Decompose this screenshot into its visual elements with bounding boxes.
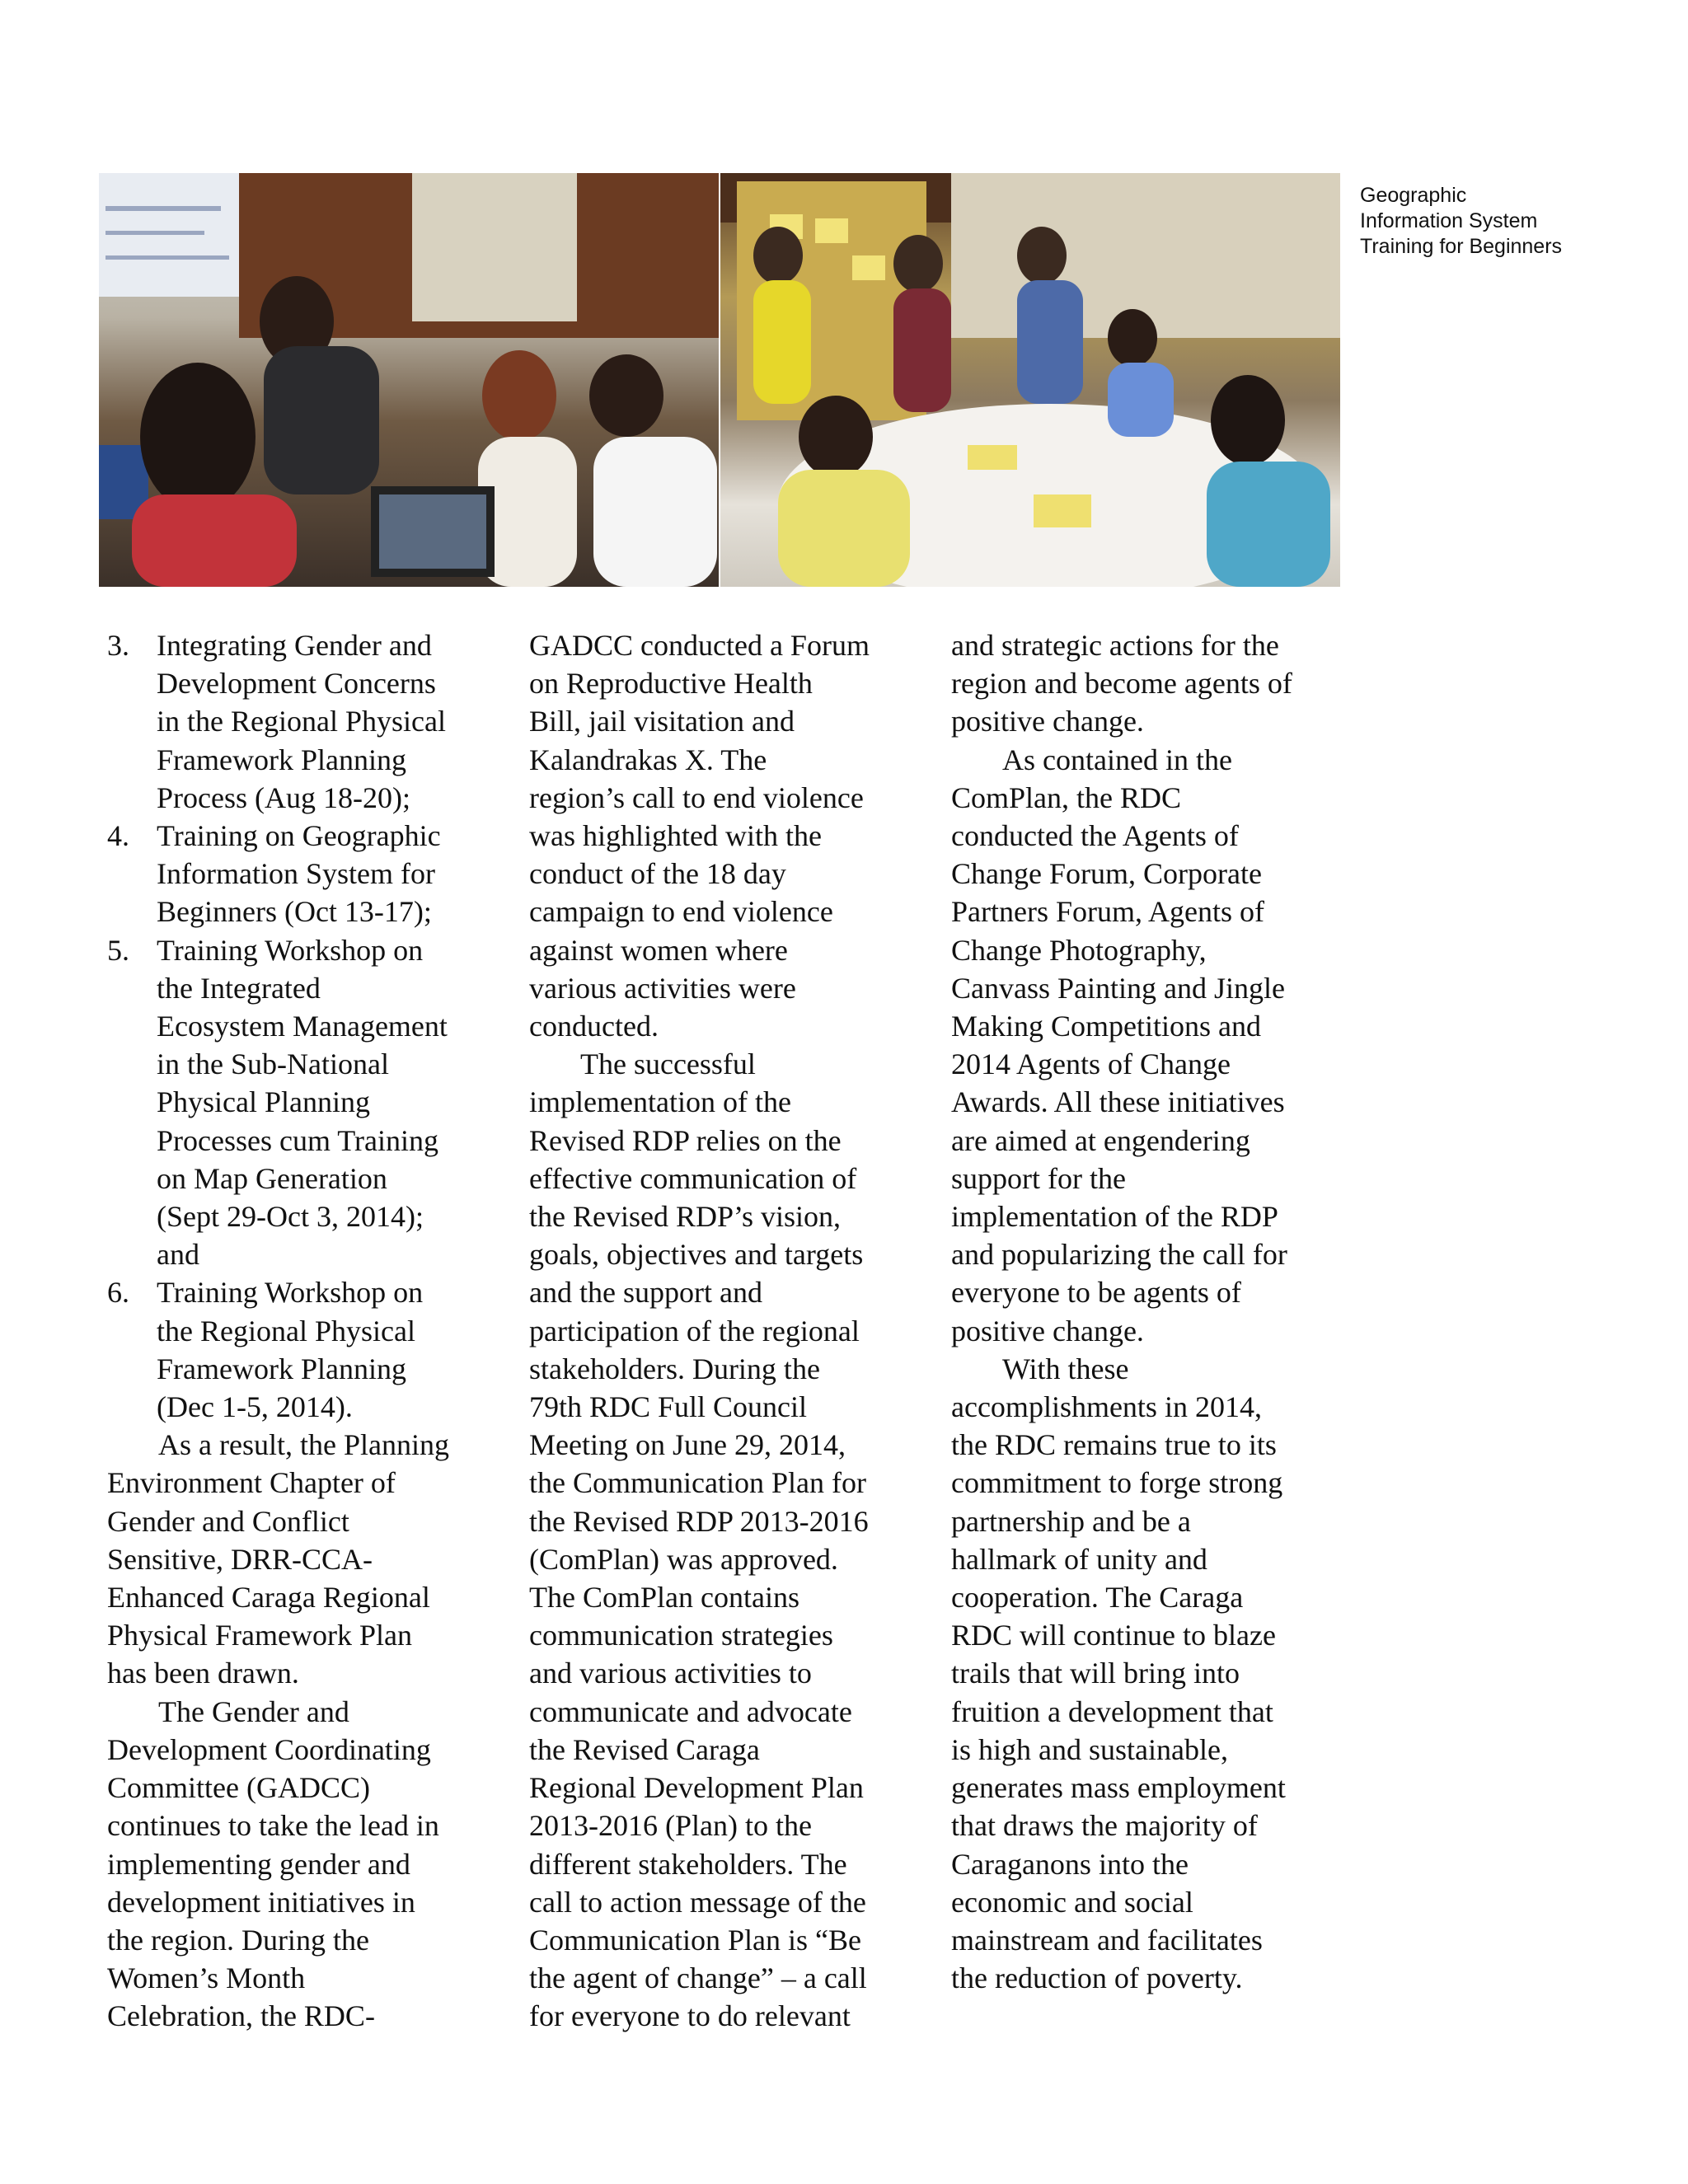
text-line: implementation of the xyxy=(529,1085,791,1119)
text-line: the Communication Plan for xyxy=(529,1466,866,1500)
text-line: that draws the majority of xyxy=(951,1809,1258,1843)
text-line: conducted. xyxy=(529,1010,659,1043)
text-line: Framework Planning xyxy=(157,1352,406,1385)
text-line: goals, objectives and targets xyxy=(529,1238,864,1272)
text-line: Physical Framework Plan xyxy=(107,1619,412,1652)
text-line: commitment to forge strong xyxy=(951,1466,1283,1500)
text-line: partnership and be a xyxy=(951,1504,1191,1538)
text-line: and strategic actions for the xyxy=(951,629,1279,662)
text-line: Process (Aug 18-20); xyxy=(157,780,410,814)
text-line: on Map Generation xyxy=(157,1161,387,1195)
text-line: the region. During the xyxy=(107,1923,369,1957)
list-number: 5. xyxy=(107,933,129,967)
text-line: Caraganons into the xyxy=(951,1847,1189,1881)
paragraph xyxy=(529,626,925,1045)
photo-caption xyxy=(1360,183,1607,260)
text-line: With these xyxy=(1002,1352,1129,1385)
text-line: cooperation. The Caraga xyxy=(951,1581,1244,1615)
list-item xyxy=(107,931,495,1274)
text-column-2 xyxy=(529,626,925,2036)
text-column-3 xyxy=(951,626,1355,1997)
text-line: development initiatives in xyxy=(107,1885,415,1919)
text-line: Integrating Gender and xyxy=(157,629,432,662)
text-line: Regional Development Plan xyxy=(529,1771,864,1805)
text-line: 79th RDC Full Council xyxy=(529,1390,808,1424)
text-line: economic and social xyxy=(951,1885,1193,1919)
text-line: the RDC remains true to its xyxy=(951,1428,1277,1462)
text-line: Communication Plan is “Be xyxy=(529,1923,861,1957)
text-line: The Gender and xyxy=(158,1694,349,1728)
text-line: the Revised RDP 2013-2016 xyxy=(529,1504,869,1538)
text-line: Environment Chapter of xyxy=(107,1466,396,1500)
text-line: Revised RDP relies on the xyxy=(529,1123,842,1157)
text-line: As contained in the xyxy=(1002,743,1232,776)
text-line: on Reproductive Health xyxy=(529,667,813,701)
text-line: are aimed at engendering xyxy=(951,1123,1250,1157)
text-line: As a result, the Planning xyxy=(158,1428,449,1462)
text-line: communicate and advocate xyxy=(529,1694,852,1728)
text-line: (ComPlan) was approved. xyxy=(529,1542,838,1576)
text-line: Beginners (Oct 13-17); xyxy=(157,895,432,929)
text-line: Development Coordinating xyxy=(107,1732,431,1766)
text-line: positive change. xyxy=(951,1314,1144,1347)
text-line: positive change. xyxy=(951,705,1144,738)
text-line: trails that will bring into xyxy=(951,1657,1240,1690)
text-line: participation of the regional xyxy=(529,1314,860,1347)
text-line: Change Photography, xyxy=(951,933,1207,967)
text-line: support for the xyxy=(951,1161,1126,1195)
text-line: Enhanced Caraga Regional xyxy=(107,1581,430,1615)
text-line: the Revised Caraga xyxy=(529,1732,760,1766)
text-line: accomplishments in 2014, xyxy=(951,1390,1262,1424)
paragraph xyxy=(951,1350,1355,1997)
text-line: Development Concerns xyxy=(157,667,436,701)
text-line: Framework Planning xyxy=(157,743,406,776)
text-line: in the Regional Physical xyxy=(157,705,446,738)
paragraph xyxy=(951,626,1355,741)
text-column-1 xyxy=(107,626,495,2036)
text-line: ComPlan, the RDC xyxy=(951,780,1182,814)
text-line: the Revised RDP’s vision, xyxy=(529,1200,842,1234)
text-line: 2014 Agents of Change xyxy=(951,1047,1231,1081)
gis-training-photo xyxy=(99,173,719,587)
text-line: The ComPlan contains xyxy=(529,1581,799,1615)
text-line: is high and sustainable, xyxy=(951,1732,1228,1766)
text-line: region and become agents of xyxy=(951,667,1292,701)
text-line: effective communication of xyxy=(529,1161,857,1195)
text-line: Sensitive, DRR-CCA- xyxy=(107,1542,373,1576)
list-number: 4. xyxy=(107,819,129,853)
text-line: mainstream and facilitates xyxy=(951,1923,1263,1957)
text-line: Partners Forum, Agents of xyxy=(951,895,1264,929)
text-line: Information System for xyxy=(157,857,435,891)
text-line: Kalandrakas X. The xyxy=(529,743,767,776)
text-line: everyone to be agents of xyxy=(951,1276,1241,1310)
text-line: for everyone to do relevant xyxy=(529,1999,851,2033)
text-line: Physical Planning xyxy=(157,1085,370,1119)
text-line: against women where xyxy=(529,933,788,967)
group-workshop-photo xyxy=(720,173,1340,587)
text-line: Bill, jail visitation and xyxy=(529,705,795,738)
text-line: generates mass employment xyxy=(951,1771,1286,1805)
text-line: the Regional Physical xyxy=(157,1314,415,1347)
caption-line: Geographic xyxy=(1360,184,1467,207)
text-line: GADCC conducted a Forum xyxy=(529,629,870,662)
list-item xyxy=(107,626,495,817)
text-line: has been drawn. xyxy=(107,1657,299,1690)
text-line: conducted the Agents of xyxy=(951,819,1239,853)
text-line: fruition a development that xyxy=(951,1694,1273,1728)
text-line: call to action message of the xyxy=(529,1885,866,1919)
paragraph xyxy=(107,1693,495,2036)
text-line: Training on Geographic xyxy=(157,819,441,853)
text-line: and the support and xyxy=(529,1276,762,1310)
text-line: Committee (GADCC) xyxy=(107,1771,370,1805)
text-line: various activities were xyxy=(529,971,796,1005)
text-line: communication strategies xyxy=(529,1619,833,1652)
text-line: The successful xyxy=(580,1047,756,1081)
text-line: Gender and Conflict xyxy=(107,1504,349,1538)
text-line: (Dec 1-5, 2014). xyxy=(157,1390,353,1424)
list-number: 6. xyxy=(107,1276,129,1310)
list-item xyxy=(107,817,495,931)
text-line: the agent of change” – a call xyxy=(529,1961,867,1995)
text-line: Change Forum, Corporate xyxy=(951,857,1262,891)
caption-line: Training for Beginners xyxy=(1360,235,1563,258)
text-line: Awards. All these initiatives xyxy=(951,1085,1285,1119)
text-line: and popularizing the call for xyxy=(951,1238,1287,1272)
text-line: in the Sub-National xyxy=(157,1047,389,1081)
text-line: conduct of the 18 day xyxy=(529,857,786,891)
text-line: stakeholders. During the xyxy=(529,1352,820,1385)
text-line: (Sept 29-Oct 3, 2014); xyxy=(157,1200,424,1234)
text-line: the reduction of poverty. xyxy=(951,1961,1243,1995)
caption-line: Information System xyxy=(1360,209,1538,232)
list-item xyxy=(107,1273,495,1426)
text-line: Making Competitions and xyxy=(951,1010,1261,1043)
text-line: Meeting on June 29, 2014, xyxy=(529,1428,846,1462)
text-line: implementing gender and xyxy=(107,1847,410,1881)
text-line: Training Workshop on xyxy=(157,933,424,967)
text-line: implementation of the RDP xyxy=(951,1200,1278,1234)
text-line: Celebration, the RDC- xyxy=(107,1999,375,2033)
text-line: the Integrated xyxy=(157,971,321,1005)
text-line: and various activities to xyxy=(529,1657,812,1690)
text-line: Women’s Month xyxy=(107,1961,306,1995)
text-line: different stakeholders. The xyxy=(529,1847,847,1881)
text-line: Processes cum Training xyxy=(157,1123,438,1157)
text-line: campaign to end violence xyxy=(529,895,833,929)
text-line: hallmark of unity and xyxy=(951,1542,1207,1576)
text-line: continues to take the lead in xyxy=(107,1809,439,1843)
text-line: region’s call to end violence xyxy=(529,780,864,814)
list-number: 3. xyxy=(107,629,129,662)
text-line: Training Workshop on xyxy=(157,1276,424,1310)
text-line: Canvass Painting and Jingle xyxy=(951,971,1285,1005)
text-line: 2013-2016 (Plan) to the xyxy=(529,1809,812,1843)
text-line: Ecosystem Management xyxy=(157,1010,448,1043)
text-line: RDC will continue to blaze xyxy=(951,1619,1276,1652)
text-line: and xyxy=(157,1238,199,1272)
text-line: was highlighted with the xyxy=(529,819,822,853)
paragraph xyxy=(951,741,1355,1350)
paragraph xyxy=(529,1045,925,2035)
paragraph xyxy=(107,1426,495,1692)
